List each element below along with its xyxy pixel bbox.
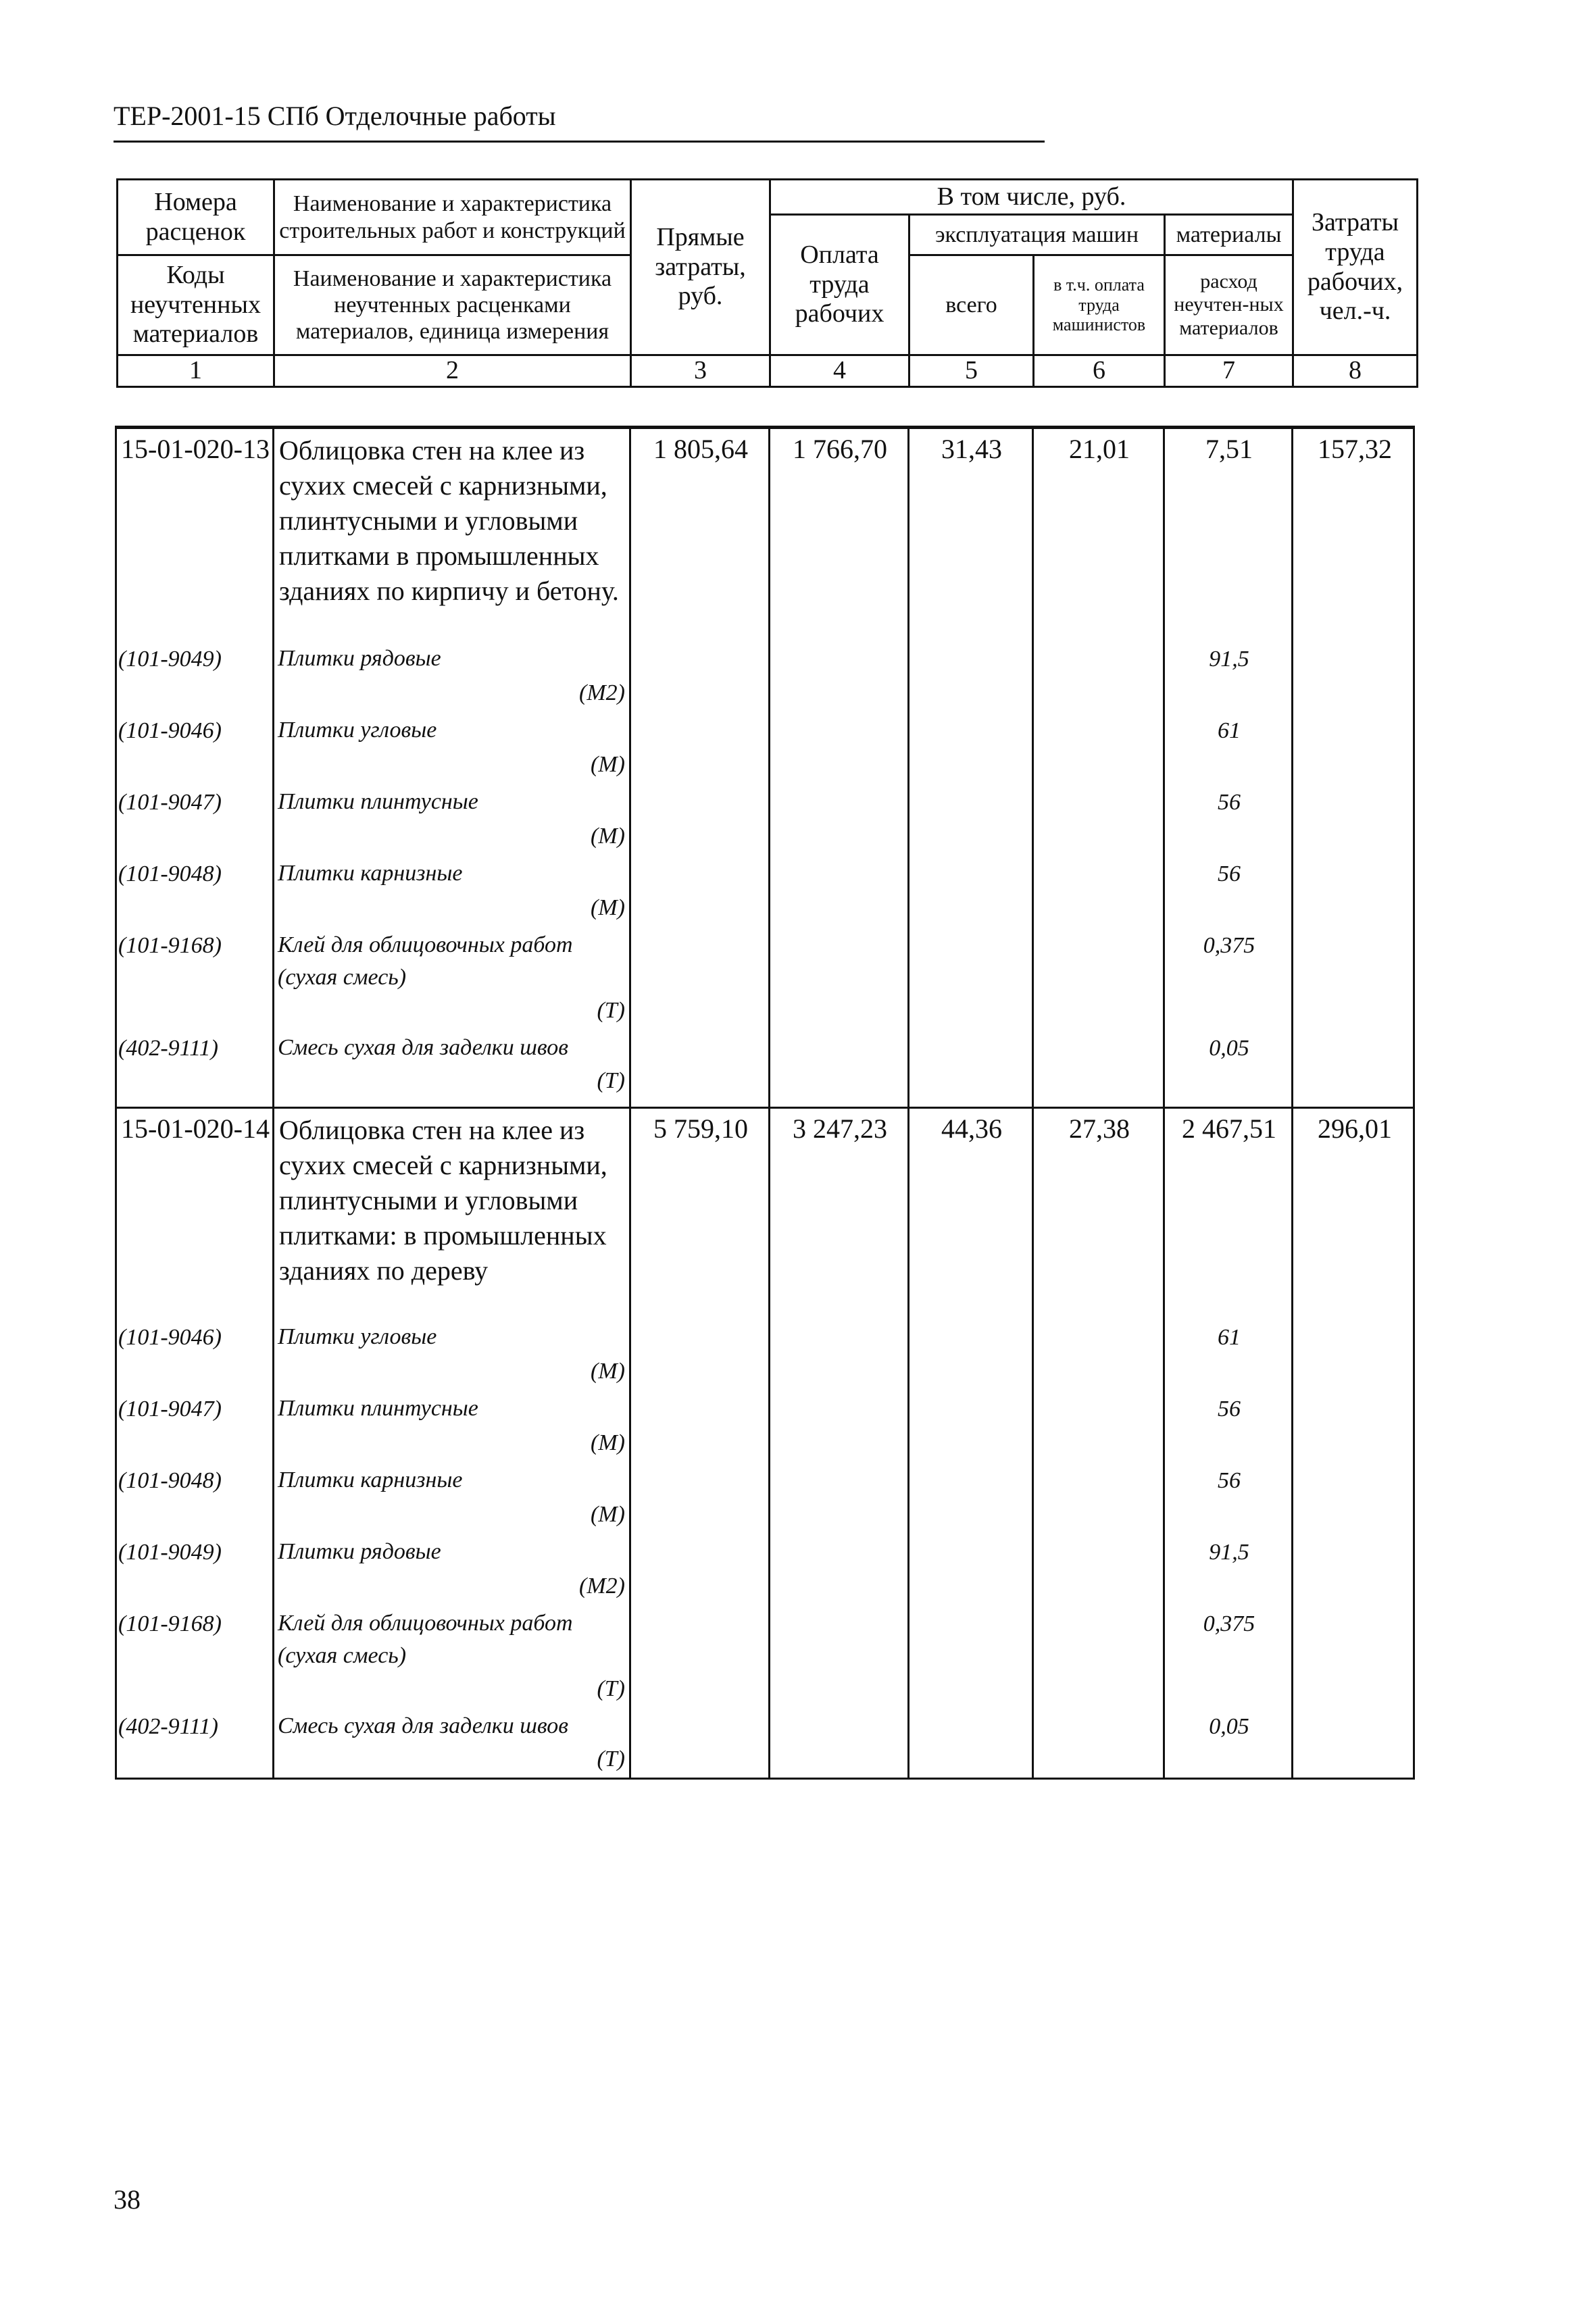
material-consumption: 61 (1218, 1325, 1241, 1350)
material-name: Плитки плинтусные (278, 789, 478, 814)
col-number-6: 6 (1034, 355, 1165, 387)
material-name: Смесь сухая для заделки швов (278, 1035, 568, 1060)
column-divider (768, 429, 770, 1778)
material-consumption: 0,05 (1209, 1714, 1249, 1739)
header-col6: в т.ч. оплата труда машинистов (1034, 255, 1165, 355)
material-unit: (Т) (597, 998, 625, 1023)
material-name: Клей для облицовочных работ (сухая смесь) (278, 932, 573, 990)
rate-name: Облицовка стен на клее из сухих смесей с карнизными, плинтусными и угловыми плитками: в промышленных зданиях по дереву (279, 1115, 607, 1286)
material-unit: (М) (591, 1430, 625, 1455)
material-unit: (Т) (597, 1746, 625, 1771)
material-code: (101-9049) (118, 647, 222, 672)
page-header: ТЕР-2001-15 СПб Отделочные работы (114, 101, 556, 131)
rate-name: Облицовка стен на клее из сухих смесей с карнизными, плинтусными и угловыми плитками в промышленных зданиях по кирпичу и бетону. (279, 435, 619, 606)
header-materials-group: материалы (1165, 215, 1293, 255)
material-code: (101-9049) (118, 1540, 222, 1565)
material-name: Плитки плинтусные (278, 1396, 478, 1421)
header-col1-bottom: Коды неучтенных материалов (118, 255, 274, 355)
material-unit: (М) (591, 1359, 625, 1384)
machinists-pay: 27,38 (1069, 1113, 1130, 1144)
table-header (116, 178, 1418, 388)
material-code: (101-9047) (118, 1397, 222, 1422)
material-unit: (М) (591, 1502, 625, 1527)
header-col7: расход неучтен-ных материалов (1165, 255, 1293, 355)
material-code: (101-9168) (118, 1611, 222, 1636)
rate-code: 15-01-020-14 (121, 1113, 270, 1144)
material-name: Плитки рядовые (278, 1539, 441, 1564)
labor-pay: 3 247,23 (793, 1113, 887, 1144)
machinists-pay: 21,01 (1069, 434, 1130, 464)
material-code: (402-9111) (118, 1714, 218, 1739)
header-col5: всего (909, 255, 1034, 355)
header-machines-group: эксплуатация машин (909, 215, 1165, 255)
material-consumption: 0,375 (1203, 1611, 1255, 1636)
column-divider (1291, 429, 1293, 1778)
header-col2-bottom: Наименование и характеристика неучтенных расценками материалов, единица измерения (274, 255, 631, 355)
header-col8: Затраты труда рабочих, чел.-ч. (1293, 180, 1418, 355)
machines-total: 31,43 (941, 434, 1002, 464)
material-code: (101-9046) (118, 718, 222, 743)
col-number-7: 7 (1165, 355, 1293, 387)
machines-total: 44,36 (941, 1113, 1002, 1144)
material-consumption: 56 (1218, 1468, 1241, 1493)
material-code: (101-9046) (118, 1325, 222, 1350)
materials-cost: 7,51 (1205, 434, 1253, 464)
table-body (115, 426, 1415, 1780)
material-unit: (М2) (579, 1574, 625, 1599)
labor-hours: 296,01 (1318, 1113, 1392, 1144)
material-code: (101-9048) (118, 861, 222, 886)
material-unit: (Т) (597, 1068, 625, 1093)
rate-code: 15-01-020-13 (121, 434, 270, 464)
material-name: Смесь сухая для заделки швов (278, 1713, 568, 1738)
material-name: Плитки угловые (278, 718, 437, 743)
material-consumption: 61 (1218, 718, 1241, 743)
material-code: (101-9047) (118, 790, 222, 815)
material-consumption: 56 (1218, 790, 1241, 815)
material-unit: (Т) (597, 1676, 625, 1701)
col-number-8: 8 (1293, 355, 1418, 387)
material-code: (402-9111) (118, 1036, 218, 1061)
header-group-title: В том числе, руб. (770, 180, 1293, 215)
material-consumption: 91,5 (1209, 1540, 1249, 1565)
material-unit: (М) (591, 824, 625, 849)
material-unit: (М) (591, 752, 625, 777)
materials-cost: 2 467,51 (1182, 1113, 1276, 1144)
col-number-2: 2 (274, 355, 631, 387)
entry-separator (117, 1107, 1413, 1109)
material-name: Клей для облицовочных работ (сухая смесь) (278, 1611, 573, 1668)
material-consumption: 91,5 (1209, 647, 1249, 672)
material-code: (101-9048) (118, 1468, 222, 1493)
material-unit: (М) (591, 895, 625, 920)
material-name: Плитки угловые (278, 1324, 437, 1349)
col-number-5: 5 (909, 355, 1034, 387)
column-divider (272, 429, 274, 1778)
material-consumption: 56 (1218, 861, 1241, 886)
material-name: Плитки карнизные (278, 861, 463, 886)
column-divider (1163, 429, 1165, 1778)
labor-pay: 1 766,70 (793, 434, 887, 464)
material-name: Плитки карнизные (278, 1467, 463, 1492)
header-col3: Прямые затраты, руб. (631, 180, 770, 355)
col-number-3: 3 (631, 355, 770, 387)
column-divider (629, 429, 631, 1778)
direct-costs: 1 805,64 (653, 434, 748, 464)
direct-costs: 5 759,10 (653, 1113, 748, 1144)
material-unit: (М2) (579, 680, 625, 705)
page-number: 38 (114, 2184, 141, 2215)
material-consumption: 0,05 (1209, 1036, 1249, 1061)
header-col2-top: Наименование и характеристика строительных работ и конструкций (274, 180, 631, 255)
column-divider (907, 429, 909, 1778)
labor-hours: 157,32 (1318, 434, 1392, 464)
column-divider (1032, 429, 1034, 1778)
material-consumption: 0,375 (1203, 933, 1255, 958)
col-number-1: 1 (118, 355, 274, 387)
material-consumption: 56 (1218, 1397, 1241, 1422)
material-code: (101-9168) (118, 933, 222, 958)
header-rule (114, 141, 1045, 143)
header-col1-top: Номера расценок (118, 180, 274, 255)
header-col4: Оплата труда рабочих (770, 215, 909, 355)
material-name: Плитки рядовые (278, 646, 441, 671)
col-number-4: 4 (770, 355, 909, 387)
